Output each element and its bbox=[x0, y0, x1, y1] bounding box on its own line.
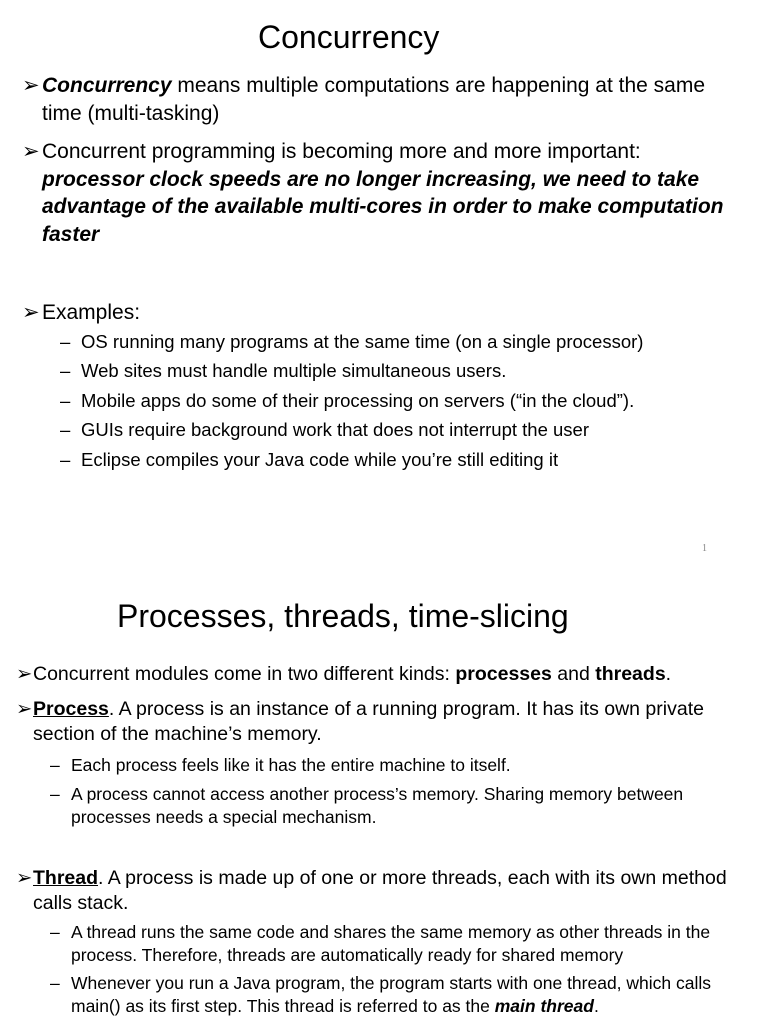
process-item bbox=[0, 783, 768, 829]
dash-bullet-icon: – bbox=[50, 755, 60, 775]
slide-body bbox=[0, 662, 768, 1018]
example-item bbox=[0, 356, 768, 386]
bullet-concurrency-definition bbox=[0, 72, 768, 127]
item-text: Whenever you run a Java program, the program starts with one thread, which calls main() as its first step. This thread is referred to as the bbox=[71, 973, 712, 1016]
term-main-thread: main thread bbox=[494, 996, 594, 1016]
item-text: A thread runs the same code and shares the same memory as other threads in the process. Therefore, threads are automatically ready for shared memory bbox=[71, 922, 711, 965]
dash-bullet-icon: – bbox=[60, 389, 71, 411]
bullet-text: . bbox=[665, 663, 672, 685]
slide-body bbox=[0, 72, 768, 474]
bullet-text: means multiple computations are happening at the same time (multi-tasking) bbox=[42, 74, 706, 125]
arrow-bullet-icon: ➢ bbox=[22, 74, 40, 97]
bullet-examples bbox=[0, 299, 768, 327]
slide-processes-threads bbox=[0, 575, 768, 1024]
term-process: Process bbox=[33, 698, 109, 720]
bullet-concurrent-modules bbox=[0, 662, 768, 687]
arrow-bullet-icon: ➢ bbox=[16, 663, 33, 685]
bullet-process bbox=[0, 697, 768, 747]
dash-bullet-icon: – bbox=[50, 922, 60, 942]
thread-item bbox=[0, 972, 768, 1018]
slide-title: Processes, threads, time-slicing bbox=[117, 598, 569, 634]
example-text: GUIs require background work that does not interrupt the user bbox=[81, 419, 589, 440]
slide-title: Concurrency bbox=[258, 19, 440, 55]
bullet-text: . A process is an instance of a running program. It has its own private section of the machine’s memory. bbox=[33, 698, 704, 745]
example-text: Eclipse compiles your Java code while you’re still editing it bbox=[81, 448, 559, 470]
example-text: Mobile apps do some of their processing on servers (“in the cloud”). bbox=[81, 389, 635, 411]
example-item bbox=[0, 327, 768, 357]
process-item bbox=[0, 754, 768, 777]
bullet-thread bbox=[0, 866, 768, 916]
dash-bullet-icon: – bbox=[60, 419, 71, 440]
example-item bbox=[0, 386, 768, 416]
dash-bullet-icon: – bbox=[50, 973, 60, 993]
arrow-bullet-icon: ➢ bbox=[22, 140, 40, 163]
page-number: 1 bbox=[702, 543, 707, 554]
dash-bullet-icon: – bbox=[60, 448, 71, 470]
arrow-bullet-icon: ➢ bbox=[16, 867, 33, 889]
example-text: Web sites must handle multiple simultaneous users. bbox=[81, 360, 507, 381]
term-threads: threads bbox=[595, 663, 666, 685]
bullet-text: Concurrent modules come in two different kinds: bbox=[33, 663, 456, 685]
emphasis-text: processor clock speeds are no longer increasing, we need to take advantage of the available multi-cores in order to make computation faster bbox=[42, 167, 724, 246]
bullet-concurrent-programming bbox=[0, 138, 768, 248]
arrow-bullet-icon: ➢ bbox=[22, 301, 40, 324]
bullet-label: Examples: bbox=[42, 301, 141, 324]
example-item bbox=[0, 445, 768, 475]
example-text: OS running many programs at the same time (on a single processor) bbox=[81, 330, 644, 352]
bullet-text: . A process is made up of one or more threads, each with its own method calls stack. bbox=[33, 867, 727, 914]
dash-bullet-icon: – bbox=[50, 784, 60, 804]
thread-item bbox=[0, 921, 768, 967]
term-processes: processes bbox=[455, 663, 552, 685]
dash-bullet-icon: – bbox=[60, 360, 71, 381]
term-concurrency: Concurrency bbox=[42, 74, 172, 97]
arrow-bullet-icon: ➢ bbox=[16, 698, 33, 720]
term-thread: Thread bbox=[33, 867, 99, 889]
item-text: A process cannot access another process’s memory. Sharing memory between processes needs a special mechanism. bbox=[71, 784, 684, 827]
example-item bbox=[0, 415, 768, 445]
item-text: Each process feels like it has the entire machine to itself. bbox=[71, 755, 511, 775]
bullet-text: Concurrent programming is becoming more and more important: bbox=[42, 140, 641, 163]
dash-bullet-icon: – bbox=[60, 330, 71, 352]
bullet-text: and bbox=[551, 663, 596, 685]
item-text: . bbox=[593, 996, 599, 1016]
